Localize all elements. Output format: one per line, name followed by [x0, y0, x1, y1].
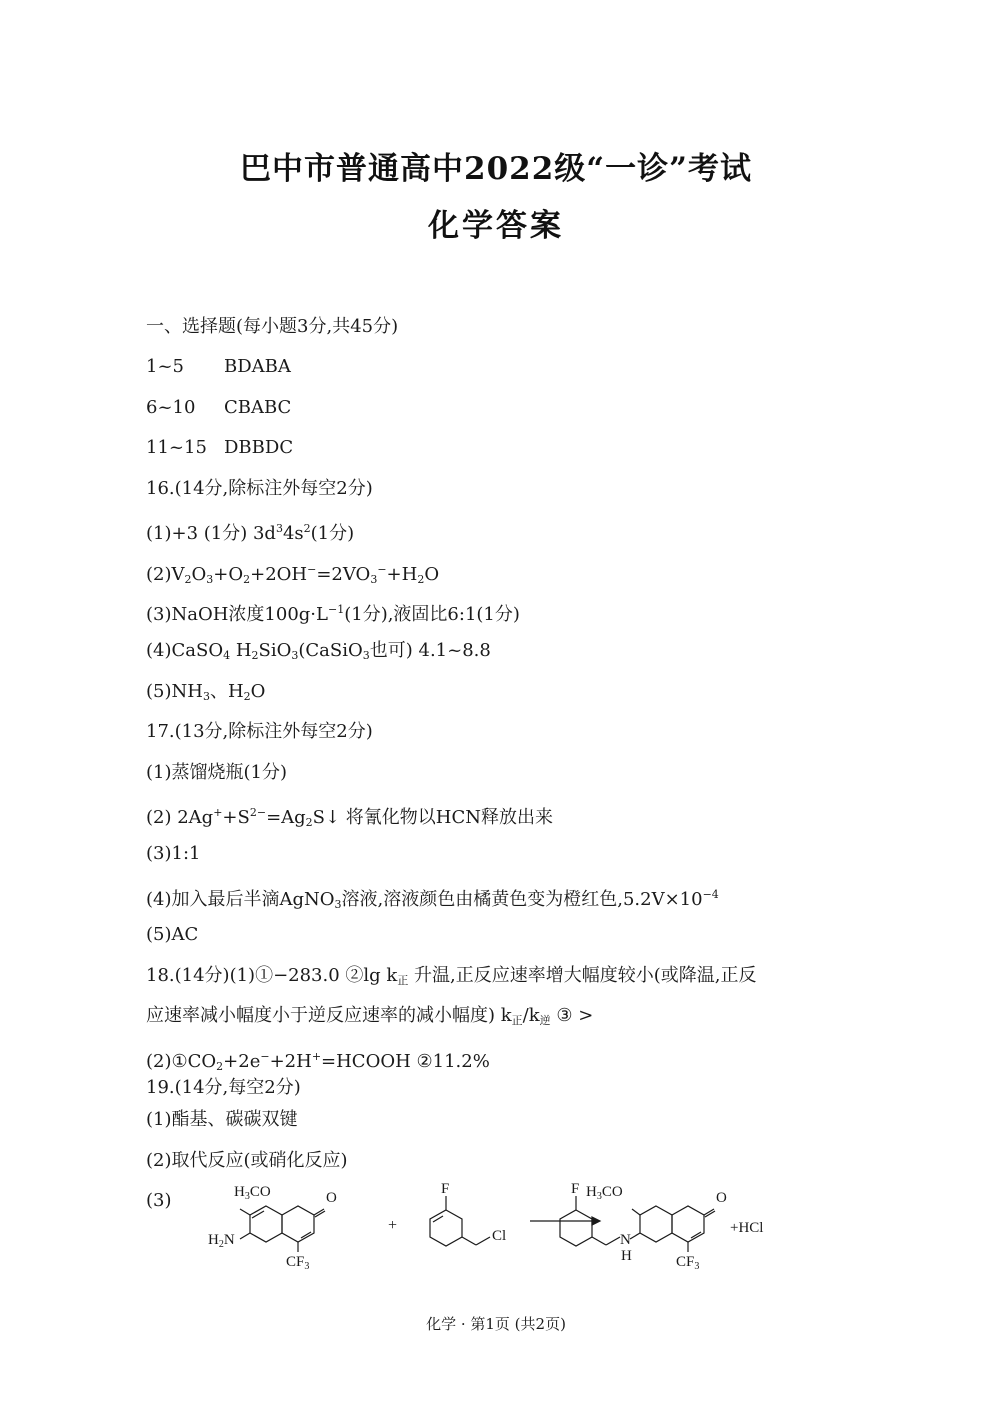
label-product-f: F — [571, 1181, 580, 1197]
reactant1-pyranone-ring — [282, 1206, 314, 1242]
mc-answers: DBBDC — [224, 437, 294, 458]
q17-heading: 17.(13分,除标注外每空2分) — [146, 721, 373, 742]
label-carbonyl-o: O — [326, 1190, 337, 1206]
q19-part1: (1)酯基、碳碳双键 — [146, 1109, 298, 1130]
q16-part2: $(2)V_2O_3+O_2+2OH^-=2VO_3^-+H_2O$ — [146, 563, 440, 586]
reaction-scheme — [146, 1178, 786, 1273]
product-fluorophenyl-ring — [560, 1210, 592, 1246]
label-h2n: $H_2N$ — [208, 1232, 235, 1250]
q19-part3-label: (3) — [146, 1190, 172, 1211]
page-footer: 化学 · 第1页 (共2页) — [426, 1315, 566, 1333]
label-h3co: $H_3CO$ — [234, 1184, 271, 1202]
q16-part3: (3)NaOH浓度$100g\cdot L^{-1}(1$分),液固比6:1(1分) — [146, 603, 520, 625]
q19-heading: 19.(14分,每空2分) — [146, 1077, 301, 1098]
plus-sign: + — [388, 1217, 398, 1234]
label-product-h3co: $H_3CO$ — [586, 1184, 623, 1202]
label-f: F — [441, 1181, 450, 1197]
reactant2-benzene-ring — [430, 1210, 462, 1246]
q16-part1: (1)+3 (1分) $3d^34s^2(1$分) — [146, 522, 355, 544]
q17-part1: (1)蒸馏烧瓶(1分) — [146, 762, 287, 783]
label-cl: Cl — [492, 1228, 507, 1244]
q18-line1: 18.(14分)(1)①−283.0 ②lg $k_正$ 升温,正反应速率增大幅度较小(或降温,正反 — [146, 965, 757, 987]
q16-heading: 16.(14分,除标注外每空2分) — [146, 478, 373, 499]
mc-answers: BDABA — [224, 356, 291, 377]
q17-part4: (4)加入最后半滴AgNO$_3$溶液,溶液颜色由橘黄色变为橙红色$,5.2V\times 10^{-4}$ — [146, 888, 719, 911]
q18-line2: 应速率减小幅度小于逆反应速率的减小幅度) $k_正/k_逆$ ③ > — [146, 1005, 594, 1027]
q16-part5: $(5)NH_3$、$H_2O$ — [146, 681, 266, 703]
section-heading: 一、选择题(每小题3分,共45分) — [146, 316, 399, 337]
label-product-h: H — [621, 1248, 632, 1264]
label-product-n: N — [620, 1232, 631, 1248]
mc-range: 6~10 — [146, 397, 196, 418]
mc-row — [146, 397, 291, 419]
q17-part5: (5)AC — [146, 924, 199, 945]
label-hcl: +HCl — [730, 1220, 764, 1236]
product-pyranone-ring — [672, 1206, 704, 1242]
label-product-o: O — [716, 1190, 727, 1206]
product-benzene-ring — [640, 1206, 672, 1242]
q17-part2: (2) $2Ag^++S^{2-}=Ag_2S↓$ 将氰化物以HCN释放出来 — [146, 806, 554, 829]
mc-row — [146, 437, 293, 459]
mc-range: 1~5 — [146, 356, 184, 377]
mc-answers: CBABC — [224, 397, 292, 418]
q17-part3: (3)1:1 — [146, 843, 201, 864]
reactant1-benzene-ring — [250, 1206, 282, 1242]
q16-part4: (4)CaSO$_4$ $H_2SiO_3(CaSiO_3$也可) 4.1~8.8 — [146, 640, 491, 662]
mc-range: 11~15 — [146, 437, 207, 458]
label-product-cf3: $CF_3$ — [676, 1254, 700, 1272]
q18-line3: $(2)①CO_2+2e^-+2H^+=HCOOH$ ②11.2% — [146, 1050, 490, 1073]
subject-title: 化学答案 — [428, 208, 564, 244]
mc-row — [146, 356, 291, 378]
label-cf3: $CF_3$ — [286, 1254, 310, 1272]
q19-part2: (2)取代反应(或硝化反应) — [146, 1150, 348, 1171]
exam-title: 巴中市普通高中2022级“一诊”考试 — [240, 151, 752, 187]
